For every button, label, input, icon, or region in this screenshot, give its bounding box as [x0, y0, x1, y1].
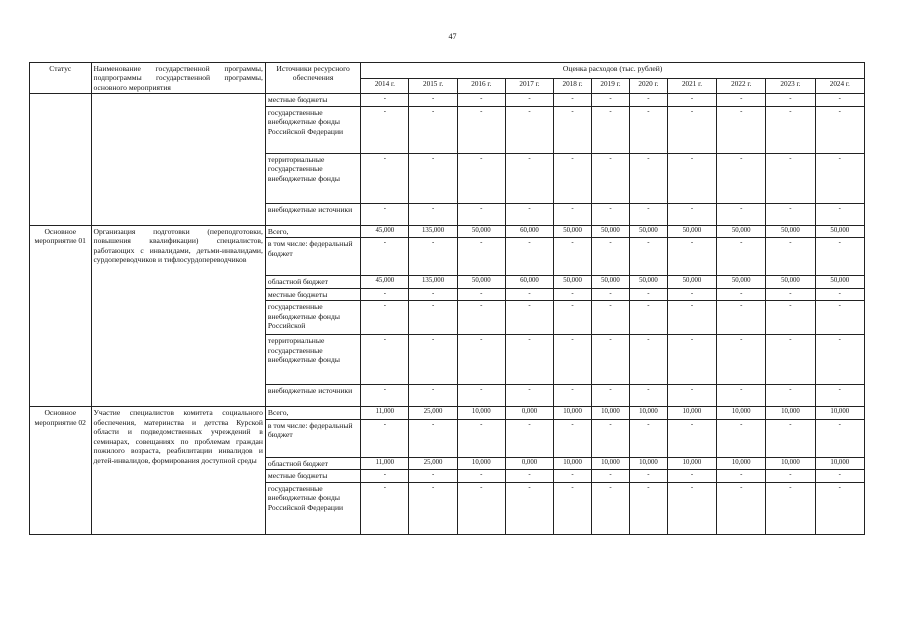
value-cell: - — [361, 419, 409, 457]
value-cell: 50,000 — [554, 225, 592, 237]
value-cell: - — [592, 288, 630, 300]
funding-source-cell: внебюджетные источники — [265, 385, 360, 407]
value-cell: - — [554, 335, 592, 385]
value-cell: - — [717, 419, 766, 457]
value-cell: - — [554, 470, 592, 482]
value-cell: - — [667, 153, 716, 203]
value-cell: - — [554, 94, 592, 106]
value-cell: - — [629, 419, 667, 457]
funding-source-cell: областной бюджет — [265, 276, 360, 288]
value-cell: - — [592, 94, 630, 106]
value-cell: - — [766, 419, 815, 457]
value-cell: 10,000 — [457, 407, 505, 419]
value-cell: - — [592, 482, 630, 534]
header-year: 2024 г. — [815, 79, 864, 94]
header-year: 2014 г. — [361, 79, 409, 94]
page-number: 47 — [448, 32, 457, 41]
activity-name-cell: Организация подготовки (переподготовки, повышения квалификации) специалистов, работающих с инвалидами, детьми-инвалидами, сурдопереводчиков и тифлосурдопереводчиков — [91, 225, 265, 406]
value-cell: - — [717, 238, 766, 276]
value-cell: - — [409, 385, 457, 407]
value-cell: - — [815, 419, 864, 457]
activity-name-cell — [91, 94, 265, 225]
value-cell: - — [457, 153, 505, 203]
value-cell: - — [457, 301, 505, 335]
funding-source-cell: в том числе: федеральный бюджет — [265, 238, 360, 276]
funding-source-cell: Всего, — [265, 407, 360, 419]
value-cell: - — [457, 106, 505, 153]
value-cell: - — [409, 153, 457, 203]
value-cell: - — [457, 238, 505, 276]
value-cell: - — [717, 94, 766, 106]
value-cell: 50,000 — [592, 276, 630, 288]
value-cell: - — [766, 106, 815, 153]
value-cell: 10,000 — [815, 407, 864, 419]
value-cell: - — [815, 238, 864, 276]
value-cell: - — [629, 153, 667, 203]
value-cell: - — [766, 288, 815, 300]
value-cell: - — [815, 106, 864, 153]
budget-table — [29, 62, 865, 535]
value-cell: - — [717, 106, 766, 153]
value-cell: 50,000 — [667, 276, 716, 288]
value-cell: 10,000 — [629, 457, 667, 469]
funding-source-cell: государственные внебюджетные фонды Российской Федерации — [265, 482, 360, 534]
value-cell: 10,000 — [592, 407, 630, 419]
header-estimate: Оценка расходов (тыс. рублей) — [361, 63, 865, 79]
table-row — [30, 407, 865, 419]
value-cell: - — [629, 238, 667, 276]
value-cell: - — [592, 470, 630, 482]
value-cell: - — [409, 238, 457, 276]
value-cell: 10,000 — [667, 407, 716, 419]
header-year: 2015 г. — [409, 79, 457, 94]
header-year: 2017 г. — [505, 79, 553, 94]
value-cell: - — [409, 288, 457, 300]
funding-source-cell: местные бюджеты — [265, 288, 360, 300]
funding-source-cell: государственные внебюджетные фонды Российской Федерации — [265, 106, 360, 153]
value-cell: - — [505, 335, 553, 385]
value-cell: 10,000 — [629, 407, 667, 419]
value-cell: - — [815, 94, 864, 106]
value-cell: - — [667, 94, 716, 106]
value-cell: - — [592, 419, 630, 457]
value-cell: - — [717, 301, 766, 335]
value-cell: 10,000 — [766, 407, 815, 419]
value-cell: - — [629, 482, 667, 534]
value-cell: - — [766, 335, 815, 385]
value-cell: - — [457, 94, 505, 106]
value-cell: - — [592, 106, 630, 153]
funding-source-cell: местные бюджеты — [265, 470, 360, 482]
value-cell: - — [505, 482, 553, 534]
header-year: 2018 г. — [554, 79, 592, 94]
value-cell: - — [667, 288, 716, 300]
value-cell: 11,000 — [361, 407, 409, 419]
funding-source-cell: местные бюджеты — [265, 94, 360, 106]
value-cell: - — [505, 94, 553, 106]
value-cell: 50,000 — [766, 225, 815, 237]
value-cell: - — [629, 106, 667, 153]
value-cell: 50,000 — [717, 276, 766, 288]
value-cell: - — [717, 288, 766, 300]
value-cell: - — [592, 203, 630, 225]
value-cell: - — [667, 419, 716, 457]
value-cell: - — [505, 238, 553, 276]
value-cell: 50,000 — [766, 276, 815, 288]
value-cell: - — [505, 203, 553, 225]
value-cell: - — [505, 288, 553, 300]
funding-source-cell: в том числе: федеральный бюджет — [265, 419, 360, 457]
value-cell: - — [815, 301, 864, 335]
value-cell: - — [766, 238, 815, 276]
value-cell: - — [457, 288, 505, 300]
value-cell: - — [505, 419, 553, 457]
value-cell: - — [554, 203, 592, 225]
funding-source-cell: территориальные государственные внебюджетные фонды — [265, 335, 360, 385]
value-cell: 0,000 — [505, 407, 553, 419]
table-row — [30, 225, 865, 237]
value-cell: - — [554, 419, 592, 457]
value-cell: - — [457, 419, 505, 457]
value-cell: - — [505, 301, 553, 335]
header-year: 2016 г. — [457, 79, 505, 94]
header-year: 2022 г. — [717, 79, 766, 94]
value-cell: 50,000 — [457, 225, 505, 237]
value-cell: 10,000 — [457, 457, 505, 469]
header-year: 2021 г. — [667, 79, 716, 94]
value-cell: 135,000 — [409, 276, 457, 288]
value-cell: - — [554, 106, 592, 153]
value-cell: - — [667, 385, 716, 407]
funding-source-cell: внебюджетные источники — [265, 203, 360, 225]
value-cell: - — [361, 153, 409, 203]
value-cell: - — [717, 482, 766, 534]
value-cell: 10,000 — [815, 457, 864, 469]
value-cell: - — [554, 238, 592, 276]
value-cell: - — [409, 106, 457, 153]
header-year: 2023 г. — [766, 79, 815, 94]
value-cell: - — [409, 419, 457, 457]
value-cell: - — [361, 335, 409, 385]
value-cell: - — [815, 335, 864, 385]
funding-source-cell: государственные внебюджетные фонды Российской — [265, 301, 360, 335]
value-cell: - — [361, 301, 409, 335]
value-cell: - — [667, 301, 716, 335]
value-cell: 25,000 — [409, 407, 457, 419]
value-cell: - — [592, 301, 630, 335]
value-cell: 60,000 — [505, 225, 553, 237]
value-cell: - — [766, 385, 815, 407]
value-cell: 50,000 — [629, 225, 667, 237]
value-cell: - — [815, 153, 864, 203]
value-cell: - — [361, 106, 409, 153]
value-cell: 50,000 — [667, 225, 716, 237]
value-cell: 10,000 — [667, 457, 716, 469]
value-cell: - — [766, 301, 815, 335]
value-cell: - — [592, 335, 630, 385]
value-cell: - — [766, 94, 815, 106]
value-cell: 50,000 — [629, 276, 667, 288]
funding-source-cell: Всего, — [265, 225, 360, 237]
value-cell: - — [457, 470, 505, 482]
value-cell: - — [766, 482, 815, 534]
value-cell: - — [554, 153, 592, 203]
value-cell: - — [815, 385, 864, 407]
value-cell: - — [815, 482, 864, 534]
value-cell: - — [457, 203, 505, 225]
value-cell: - — [815, 470, 864, 482]
value-cell: 50,000 — [717, 225, 766, 237]
value-cell: 45,000 — [361, 225, 409, 237]
value-cell: - — [815, 203, 864, 225]
value-cell: - — [457, 385, 505, 407]
value-cell: - — [409, 335, 457, 385]
value-cell: - — [361, 470, 409, 482]
value-cell: - — [592, 385, 630, 407]
value-cell: - — [409, 470, 457, 482]
value-cell: - — [505, 106, 553, 153]
value-cell: 50,000 — [592, 225, 630, 237]
value-cell: - — [554, 288, 592, 300]
status-cell: Основное мероприятие 01 — [30, 225, 92, 406]
value-cell: - — [361, 94, 409, 106]
value-cell: 50,000 — [815, 225, 864, 237]
header-year: 2020 г. — [629, 79, 667, 94]
value-cell: - — [409, 482, 457, 534]
value-cell: - — [629, 288, 667, 300]
value-cell: - — [766, 153, 815, 203]
value-cell: - — [629, 470, 667, 482]
value-cell: - — [629, 385, 667, 407]
funding-source-cell: областной бюджет — [265, 457, 360, 469]
value-cell: - — [505, 385, 553, 407]
value-cell: 0,000 — [505, 457, 553, 469]
value-cell: 60,000 — [505, 276, 553, 288]
value-cell: - — [409, 94, 457, 106]
value-cell: - — [667, 470, 716, 482]
value-cell: - — [717, 335, 766, 385]
value-cell: 10,000 — [592, 457, 630, 469]
value-cell: - — [554, 482, 592, 534]
value-cell: - — [766, 470, 815, 482]
value-cell: 135,000 — [409, 225, 457, 237]
value-cell: - — [592, 238, 630, 276]
value-cell: - — [766, 203, 815, 225]
value-cell: - — [717, 385, 766, 407]
activity-name-cell: Участие специалистов комитета социального обеспечения, материнства и детства Курской области и подведомственных учреждений в семинарах, совещаниях по проблемам граждан пожилого возраста, реабилитации инвалидов и детей-инвалидов, формирования доступной среды — [91, 407, 265, 534]
value-cell: - — [717, 203, 766, 225]
value-cell: 10,000 — [554, 407, 592, 419]
value-cell: 25,000 — [409, 457, 457, 469]
value-cell: 50,000 — [554, 276, 592, 288]
value-cell: - — [629, 301, 667, 335]
value-cell: - — [629, 203, 667, 225]
value-cell: 11,000 — [361, 457, 409, 469]
value-cell: - — [361, 385, 409, 407]
funding-source-cell: территориальные государственные внебюджетные фонды — [265, 153, 360, 203]
value-cell: - — [667, 238, 716, 276]
value-cell: - — [554, 301, 592, 335]
header-name: Наименование государственной программы, подпрограммы государственной программы, основного мероприятия — [91, 63, 265, 94]
value-cell: - — [667, 335, 716, 385]
value-cell: 10,000 — [717, 407, 766, 419]
value-cell: - — [667, 482, 716, 534]
value-cell: - — [361, 238, 409, 276]
value-cell: 50,000 — [815, 276, 864, 288]
value-cell: - — [505, 153, 553, 203]
value-cell: - — [505, 470, 553, 482]
value-cell: 50,000 — [457, 276, 505, 288]
value-cell: - — [457, 482, 505, 534]
value-cell: - — [361, 288, 409, 300]
value-cell: 10,000 — [717, 457, 766, 469]
value-cell: - — [667, 106, 716, 153]
value-cell: - — [717, 470, 766, 482]
value-cell: - — [592, 153, 630, 203]
value-cell: - — [457, 335, 505, 385]
value-cell: - — [409, 203, 457, 225]
value-cell: - — [409, 301, 457, 335]
value-cell: - — [629, 94, 667, 106]
value-cell: 10,000 — [766, 457, 815, 469]
value-cell: 10,000 — [554, 457, 592, 469]
value-cell: - — [629, 335, 667, 385]
header-status: Статус — [30, 63, 92, 94]
status-cell: Основное мероприятие 02 — [30, 407, 92, 534]
value-cell: - — [717, 153, 766, 203]
value-cell: - — [815, 288, 864, 300]
value-cell: - — [361, 203, 409, 225]
value-cell: 45,000 — [361, 276, 409, 288]
status-cell — [30, 94, 92, 225]
value-cell: - — [361, 482, 409, 534]
value-cell: - — [554, 385, 592, 407]
header-year: 2019 г. — [592, 79, 630, 94]
value-cell: - — [667, 203, 716, 225]
header-sources: Источники ресурсного обеспечения — [265, 63, 360, 94]
table-row — [30, 94, 865, 106]
